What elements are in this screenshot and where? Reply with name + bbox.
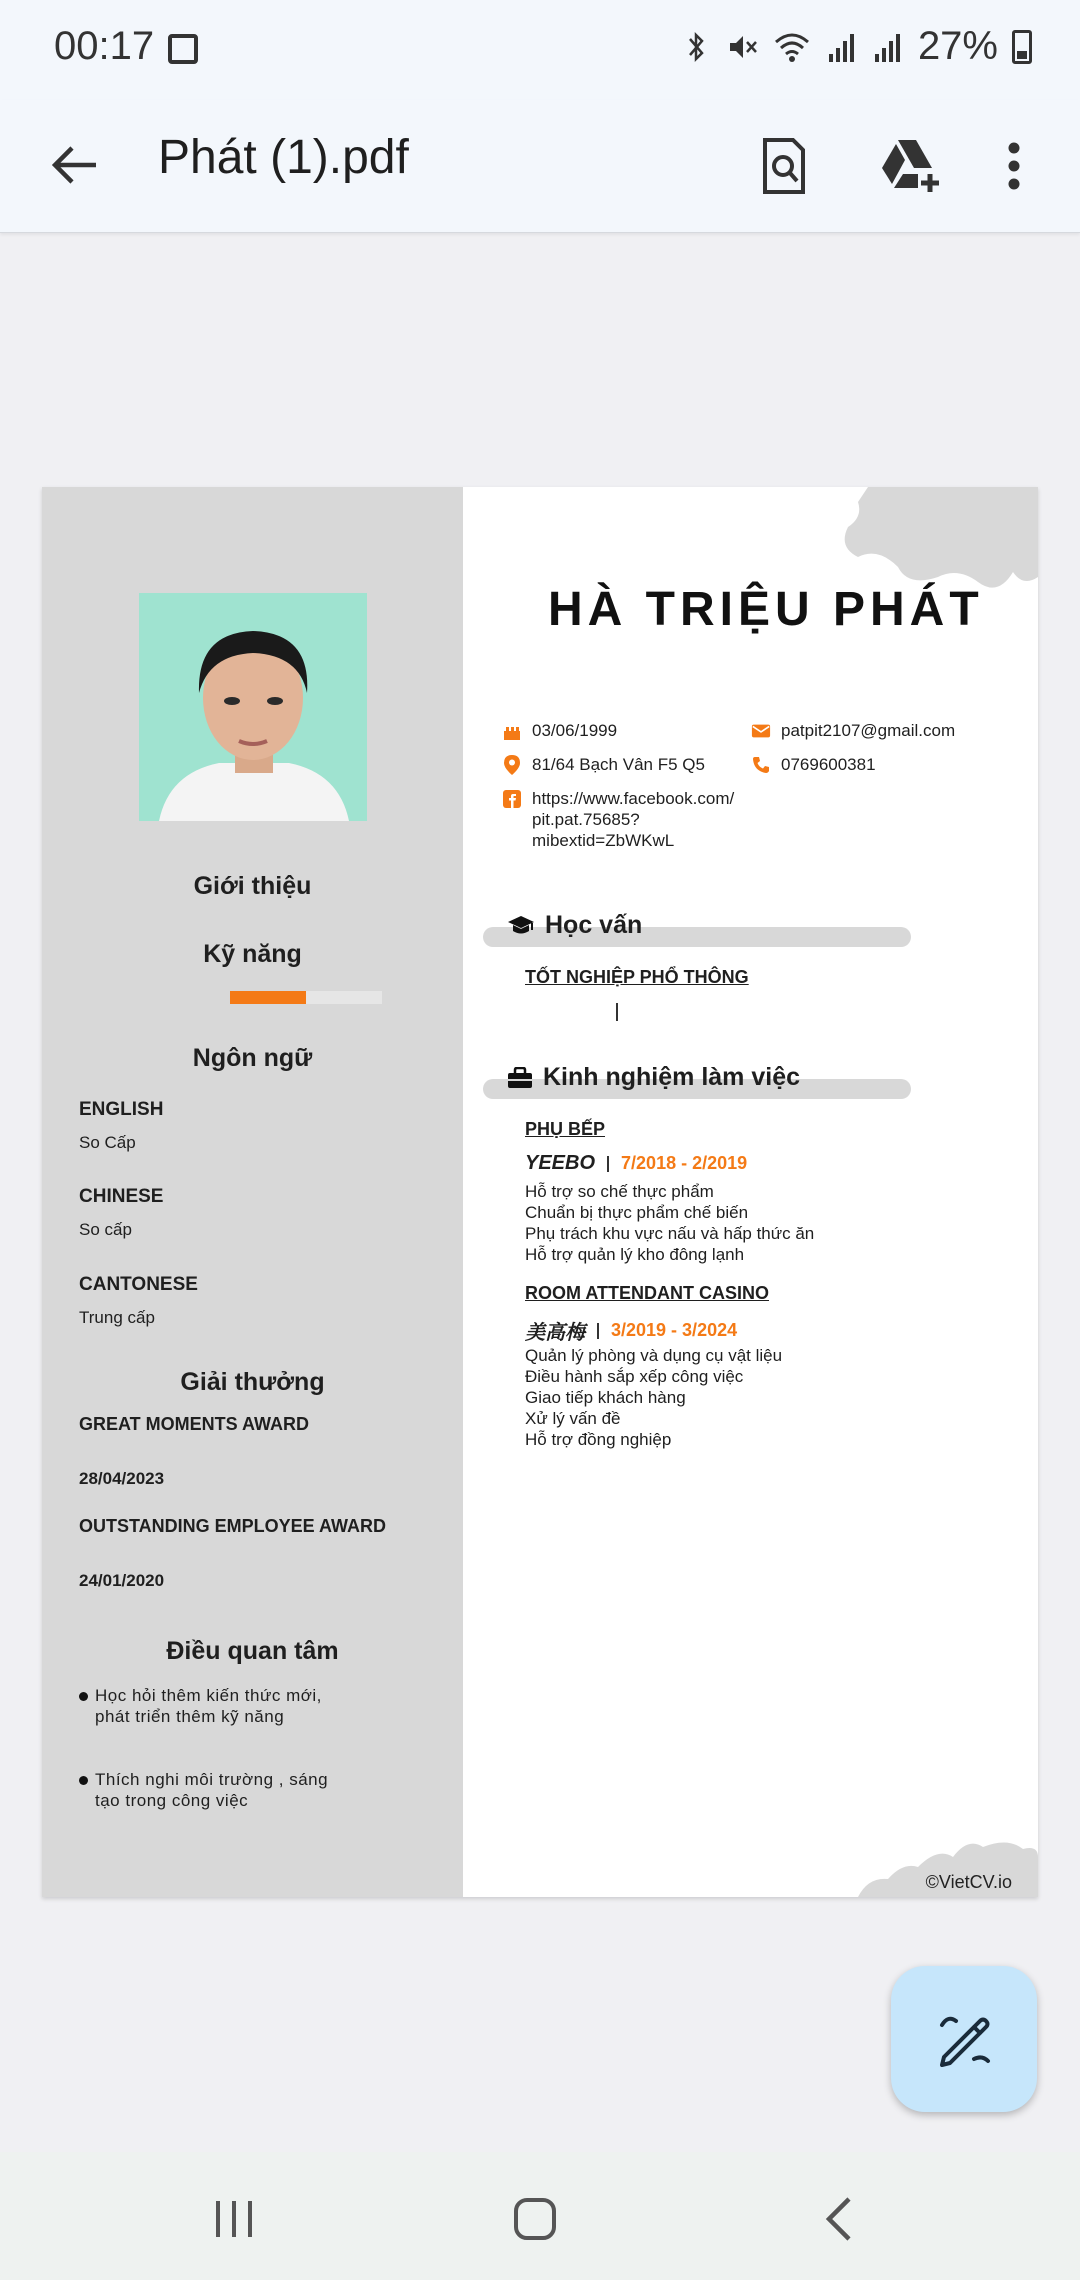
duty-item: Hỗ trợ quản lý kho đông lạnh	[525, 1245, 745, 1264]
pen-edit-icon	[934, 2009, 994, 2069]
recents-button[interactable]	[194, 2184, 274, 2254]
award-title: GREAT MOMENTS AWARD	[79, 1414, 309, 1434]
interest-item: Thích nghi môi trường , sáng tạo trong công việc	[79, 1769, 355, 1811]
skills-heading: Kỹ năng	[203, 940, 302, 968]
award-date: 28/04/2023	[79, 1469, 165, 1488]
cv-sidebar	[42, 487, 463, 1897]
birthday-text: 03/06/1999	[532, 721, 618, 740]
duty-item: Xử lý vấn đề	[525, 1409, 621, 1428]
more-vert-icon	[1007, 142, 1021, 190]
intro-heading: Giới thiệu	[193, 872, 312, 900]
battery-percent: 27%	[917, 24, 998, 68]
contact-email	[751, 720, 955, 741]
duty-item: Hỗ trợ so chế thực phẩm	[525, 1182, 714, 1201]
skill-level-bar	[230, 991, 382, 1004]
chevron-left-icon	[823, 2196, 853, 2242]
graduation-cap-icon	[507, 915, 535, 937]
email-icon	[751, 721, 771, 741]
address-text: 81/64 Bạch Vân F5 Q5	[532, 755, 705, 774]
cv-name: HÀ TRIỆU PHÁT	[548, 583, 984, 636]
interest-item: Học hỏi thêm kiến thức mới, phát triển thêm kỹ năng	[79, 1685, 355, 1727]
experience-heading-label	[507, 1063, 800, 1092]
contact-phone	[751, 754, 876, 775]
language-name: CHINESE	[79, 1186, 164, 1207]
mute-icon	[726, 30, 758, 64]
language-level: Trung cấp	[79, 1308, 155, 1327]
wifi-icon	[772, 30, 812, 64]
edit-fab-button[interactable]	[891, 1966, 1037, 2112]
job-company-line	[525, 1152, 747, 1175]
arrow-left-icon	[52, 145, 98, 185]
company-name: 美高梅	[525, 1322, 585, 1344]
duty-item: Chuẩn bị thực phẩm chế biến	[525, 1203, 749, 1222]
contact-facebook	[502, 788, 734, 851]
duty-item: Giao tiếp khách hàng	[525, 1388, 686, 1407]
duty-item: Phụ trách khu vực nấu và hấp thức ăn	[525, 1224, 815, 1243]
language-level: So cấp	[79, 1220, 132, 1239]
app-bar	[0, 100, 1080, 233]
experience-heading: Kinh nghiệm làm việc	[543, 1063, 801, 1091]
bluetooth-icon	[680, 30, 712, 64]
system-nav-bar	[0, 2152, 1080, 2280]
phone-text: 0769600381	[781, 755, 876, 774]
job-duties	[525, 1345, 782, 1450]
education-heading-label	[507, 911, 642, 940]
job-duties	[525, 1181, 814, 1265]
duty-item: Điều hành sắp xếp công việc	[525, 1367, 744, 1386]
decorative-blob-top	[838, 487, 1038, 597]
job-title: PHỤ BẾP	[525, 1119, 606, 1139]
birthday-cake-icon	[502, 721, 522, 741]
recents-icon	[212, 2199, 256, 2239]
drive-add-icon	[878, 138, 942, 194]
location-pin-icon	[502, 755, 522, 775]
text-cursor	[616, 1003, 618, 1021]
facebook-url-line: https://www.facebook.com/	[532, 789, 735, 808]
facebook-url-line: pit.pat.75685?	[532, 810, 640, 829]
company-name: YEEBO	[525, 1152, 596, 1174]
job-company-line	[525, 1316, 737, 1345]
languages-heading: Ngôn ngữ	[192, 1044, 313, 1072]
status-time: 00:17	[54, 24, 155, 68]
language-name: CANTONESE	[79, 1274, 198, 1295]
education-heading: Học vấn	[545, 911, 643, 939]
facebook-url[interactable]	[532, 788, 734, 851]
status-icons	[680, 24, 1032, 69]
award-date: 24/01/2020	[79, 1571, 165, 1590]
skill-level-fill	[230, 991, 306, 1004]
facebook-url-line: mibextid=ZbWKwL	[532, 831, 675, 850]
home-icon	[513, 2197, 557, 2241]
battery-icon	[1012, 30, 1032, 64]
document-title: Phát (1).pdf	[158, 131, 409, 184]
job-period: 7/2018 - 2/2019	[621, 1153, 748, 1173]
job-title: ROOM ATTENDANT CASINO	[525, 1283, 769, 1303]
separator	[607, 1156, 609, 1172]
signal-icon-2	[872, 30, 904, 64]
search-document-button[interactable]	[746, 128, 822, 204]
signal-icon-1	[826, 30, 858, 64]
job-period: 3/2019 - 3/2024	[611, 1320, 738, 1340]
duty-item: Hỗ trợ đồng nghiệp	[525, 1430, 672, 1449]
document-search-icon	[761, 138, 807, 194]
pdf-page[interactable]	[42, 487, 1038, 1897]
home-button[interactable]	[495, 2184, 575, 2254]
back-nav-button[interactable]	[798, 2184, 878, 2254]
facebook-icon	[502, 789, 522, 809]
language-level: So Cấp	[79, 1133, 136, 1152]
credit-text: ©VietCV.io	[925, 1872, 1012, 1892]
interests-heading: Điều quan tâm	[166, 1637, 339, 1665]
award-title: OUTSTANDING EMPLOYEE AWARD	[79, 1516, 387, 1536]
profile-photo	[139, 593, 367, 821]
email-text: patpit2107@gmail.com	[781, 721, 956, 740]
briefcase-icon	[507, 1067, 533, 1089]
back-button[interactable]	[44, 134, 106, 196]
separator	[597, 1323, 599, 1339]
contact-birthday	[502, 720, 617, 741]
contact-address	[502, 754, 705, 775]
education-degree: TỐT NGHIỆP PHỔ THÔNG	[525, 967, 749, 987]
image-notification-icon	[168, 34, 198, 64]
more-options-button[interactable]	[984, 128, 1044, 204]
cv-main	[463, 487, 1038, 1897]
status-bar	[0, 0, 1080, 100]
phone-icon	[751, 755, 771, 775]
language-name: ENGLISH	[79, 1099, 164, 1120]
duty-item: Quản lý phòng và dụng cụ vật liệu	[525, 1346, 783, 1365]
add-to-drive-button[interactable]	[872, 128, 948, 204]
awards-heading: Giải thưởng	[180, 1368, 325, 1396]
